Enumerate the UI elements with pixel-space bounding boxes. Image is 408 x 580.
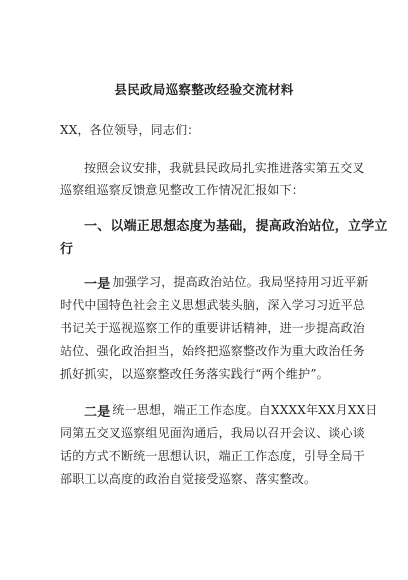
section-heading-line-1: 一、以端正思想态度为基础，提高政治站位，立学立: [84, 219, 388, 234]
para1-line-5: 抓好抓实，以巡察整改任务落实践行“两个维护”。: [60, 367, 329, 381]
section-heading-line-2: 行: [60, 242, 74, 257]
para1-line-3: 书记关于巡视巡察工作的重要讲话精神，进一步提高政治: [60, 321, 366, 335]
intro-line-1: 按照会议安排，我就县民政局扎实推进落实第五交叉: [84, 161, 365, 175]
salutation: XX，各位领导，同志们：: [60, 123, 200, 137]
intro-line-2: 巡察组巡察反馈意见整改工作情况汇报如下：: [60, 183, 305, 197]
para1-line-1: [84, 273, 369, 292]
para1-lead: 一是: [84, 277, 111, 292]
para2-line-2: 同第五交叉巡察组见面沟通后，我局以召开会议、谈心谈: [60, 426, 366, 440]
para2-line-1-text: 统一思想，端正工作态度。自XXXX年XX月XX日: [112, 403, 378, 417]
para2-line-1: [84, 401, 378, 420]
para2-lead: 二是: [84, 405, 111, 420]
para1-line-2: 时代中国特色社会主义思想武装头脑，深入学习习近平总: [60, 298, 366, 312]
para1-line-1-text: 加强学习，提高政治站位。我局坚持用习近平新: [112, 275, 369, 289]
para1-line-4: 站位、强化政治担当，始终把巡察整改作为重大政治任务: [60, 344, 366, 358]
para2-line-3: 话的方式不断统一思想认识，端正工作态度，引导全局干: [60, 449, 366, 463]
para2-line-4: 部职工以高度的政治自觉接受巡察、落实整改。: [60, 472, 317, 486]
document-title: 县民政局巡察整改经验交流材料: [114, 82, 294, 97]
